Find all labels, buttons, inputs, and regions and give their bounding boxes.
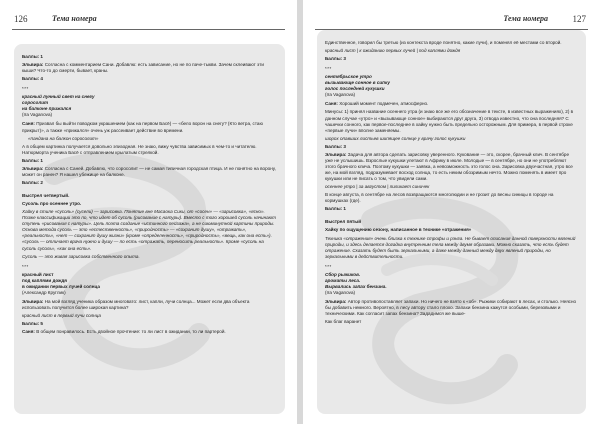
commenter-name: Саня: <box>325 101 338 107</box>
round-title: Выстрел четвертый. <box>22 193 70 198</box>
commenter-name: Эльвира: <box>22 298 44 304</box>
comment-text: Единственное, говорил бы третью (из контекста вроде понятно, какие лучи), и поменял её местами со второй. <box>325 40 562 45</box>
comment-text: На мой взгляд ученика образом многовато: лист, капли, лучи солнца... Может если два объекта использовать получится более широкая картина? <box>22 298 250 310</box>
comment-text: Хороший момент подмечен, атмосферно. <box>339 101 429 107</box>
haiku-line: вызывающе сонное в сипку <box>325 80 390 86</box>
round-description: Техника «отражения» очень близка к технике строфы и рэнга. Не бывает описания данной поверхности явлений природы, и здесь делается догадка внутренним тела между двумя образами. Можно сказать, что есть будет отражение. Сказать будет быть зеркальными, а даже между данный между двух явлений природы, но зеркальными в действительности. <box>325 235 576 259</box>
right-page-title: Тема номера <box>503 14 548 23</box>
right-article-text <box>325 40 578 327</box>
haiku-poem <box>325 74 578 98</box>
comment-text: Как благ варанет <box>325 319 362 325</box>
quote-text: красный лист в первый лучи солнца <box>22 312 101 318</box>
haiku-poem <box>22 94 277 118</box>
score: Баллы: 4 <box>22 76 43 82</box>
haiku-author: (Ira Vaganova) <box>325 289 356 295</box>
score: Баллы: 3 <box>325 143 346 149</box>
quote-text: шорох опавших листьев шипящее солнце у врачу голос кукушки <box>325 135 466 141</box>
right-page-header <box>315 14 588 28</box>
separator-stars: *** <box>22 86 29 92</box>
haiku-line: Вырвались запах бензина. <box>325 283 387 289</box>
comment-text: Согласна с комментарием Сани. Добавлю: есть зависание, но не по паче-тыкви. Зачем склеивают эти кыши? Что-то до смерти, бывает, краны. <box>22 62 264 74</box>
right-content-panel <box>317 30 586 414</box>
comment-text: В конце августа, в сентябре на лесов возвращаются многолюдии и не грозит до весны синицы в городе на кормушках (где). <box>325 192 554 204</box>
commenter-name: Эльвира: <box>22 62 44 68</box>
quote-text: «пандана на балкон соросолит» <box>28 135 99 141</box>
commenter-name: Эльвира: <box>22 165 44 171</box>
left-page-number: 126 <box>14 14 28 24</box>
haiku-author: (Ira Vaganova) <box>22 112 53 118</box>
left-article-text <box>22 54 277 337</box>
commenter-name: Эльвира: <box>325 151 347 157</box>
score: Баллы: 5 <box>22 321 43 326</box>
haiku-line: соросолит <box>22 100 49 106</box>
haiku-poem <box>22 272 277 296</box>
haiku-line: сентябрьское утро <box>325 74 372 80</box>
haiku-line: в ожидании первых лучей солнца <box>22 283 100 289</box>
haiku-author: (Александр Круглик) <box>22 289 66 295</box>
separator-stars: *** <box>22 263 29 269</box>
score: Баллы: 2 <box>22 179 43 185</box>
comment-text: Автор противопоставляет запахи. Но ничего не взято к «об». Рыжики собирают в лесах, и столько. Неясно бы добавить немного. Вероятно, в лесу автору стало плохо. Запахи бензина кажутся особыми, березовыми и техническими. Как согласит запах бензина? Зададимся же выше- <box>325 298 577 317</box>
score: Баллы: 1 <box>325 206 346 212</box>
right-page-number: 127 <box>572 14 586 24</box>
haiku-line: красный лист <box>22 271 54 277</box>
round-note: Сусоль — это живая зарисовка собственного опыта. <box>22 253 140 259</box>
comment-text: Задача для автора сделать зарисовку уверенного. Кукование — это, скорее, брачный клич. В сентябре уже не услышишь. Взрослые кукушки улетают в Африку в июле. Молодые — в сентябре, но они не употребляют этого брачного клича. Поэтому кукушки — заявка, а невозможность это голос она. Зарисовка двухчастная, утро все же, на мой взгляд, подразумевает восход солнца, то есть неким обозримым нечто. Можно поменять в имеет про кукушки или не писать о том, что увидели сами. <box>325 151 573 182</box>
comment <box>325 299 578 317</box>
comment-text: В общем понравилось. Есть двойное прочтение: то ли лист в ожидании, то ли партерой. <box>36 329 226 335</box>
comment-text: Призвал бы выйти поводком украшением (как на первом Басё) — «бело ворон на снегу? (Кто ветра, стаю прикрыт)», а также «прижался» очень уж рассеивает действие во времени. <box>22 121 263 133</box>
comment <box>22 62 277 74</box>
haiku-poem <box>325 272 578 296</box>
comment <box>325 101 578 107</box>
haiku-line: Сбор рыжиков. <box>325 271 361 277</box>
comment <box>22 166 277 178</box>
comment <box>22 121 277 133</box>
comment-text: Согласна с Саней. Добавлю, что соросолит — не самая типичная городская птица. И не понятно на ворону, может он ранен? Я нашел убежище на балконе. <box>22 165 276 177</box>
round-subtitle: Хайку по ощущению сезону, написанное в технике «отражения» <box>325 227 472 233</box>
left-page-title: Тема номера <box>52 14 97 23</box>
left-header-rule <box>12 29 285 30</box>
round-title: Выстрел пятый <box>325 219 362 225</box>
comment <box>22 299 277 311</box>
commenter-name: Саня: <box>22 121 35 127</box>
haiku-line: ароматы леса. <box>325 277 361 283</box>
round-subtitle: Сусоль про осеннее утро. <box>22 201 82 207</box>
commenter-name: Саня: <box>22 329 35 335</box>
comment-text: Минусы: 1) принял название осеннего утра (и знаю все же его обозначение в тексте, в известных выражениях), 2) в данном случае «утро» и «вызывающе сонное» выбираются друг друга, 3) отвода известно, что она последняя? С чашечки сонного, как первое-последнее в хайку нужно быть предельно осторожным. Для примера, в первой строке «первые лучи» вполне заменяемы. <box>325 109 574 133</box>
round-description: Хайку в стиле «сусоль» (сусели) — зарисовка. Понятие вне Масаока Сики, от «сосен» — «зарисовка», «ясно». Позже классификации это по, что идет об сусоль (рисование с натуры). Вместо с того хорошей сусоль начинают ступень «рисования с натуры». Цель поэта создание «истинного пейзажа», а не сиюминутной картины природы. Основа метода сусоль — это «естественность», «природность» — «сохранит душу», «отражать», «реальность», «нет — сохранит душу жизни» (кроме «определенность», «природность», «вещь, как она есть»). «сусоль — отличает врача нужно и душу — по есть «отражать, переносить реальность». Кроме «сусоль на сусоль сусоль», «как она есть». <box>22 209 276 251</box>
left-content-panel <box>14 44 285 414</box>
haiku-line: под каплями дождя <box>22 277 67 283</box>
haiku-line: голос последней кукушки <box>325 86 385 92</box>
quote-text: красный лист | к ожиданию первых лучей | под каплями дождя <box>325 48 461 54</box>
quote-text: осеннее утро | за августом | пиликает синичек <box>325 184 430 190</box>
comment <box>325 152 578 182</box>
commenter-name: Эльвира: <box>325 298 347 304</box>
score: Баллы: 1 <box>22 157 43 163</box>
haiku-author: (Ira Vaganova) <box>325 92 356 98</box>
separator-stars: *** <box>325 263 332 269</box>
score: Баллы: 1 <box>22 54 43 59</box>
left-page <box>0 0 297 424</box>
comment <box>22 329 277 335</box>
separator-stars: *** <box>325 66 332 72</box>
haiku-line: на балконе прижался <box>22 106 72 112</box>
haiku-line: красный лунный свет на снегу <box>22 94 95 100</box>
score: Баллы: 3 <box>325 56 346 62</box>
left-page-header <box>12 14 285 28</box>
comment-text: А в общем картинка получается довольно эпизодная. Не знаю, вижу чувства зависимых в чем-то и читателю. Натюрморта ученика Басё с отправлением крылатым стрелкой. <box>22 143 257 155</box>
right-page <box>303 0 600 424</box>
